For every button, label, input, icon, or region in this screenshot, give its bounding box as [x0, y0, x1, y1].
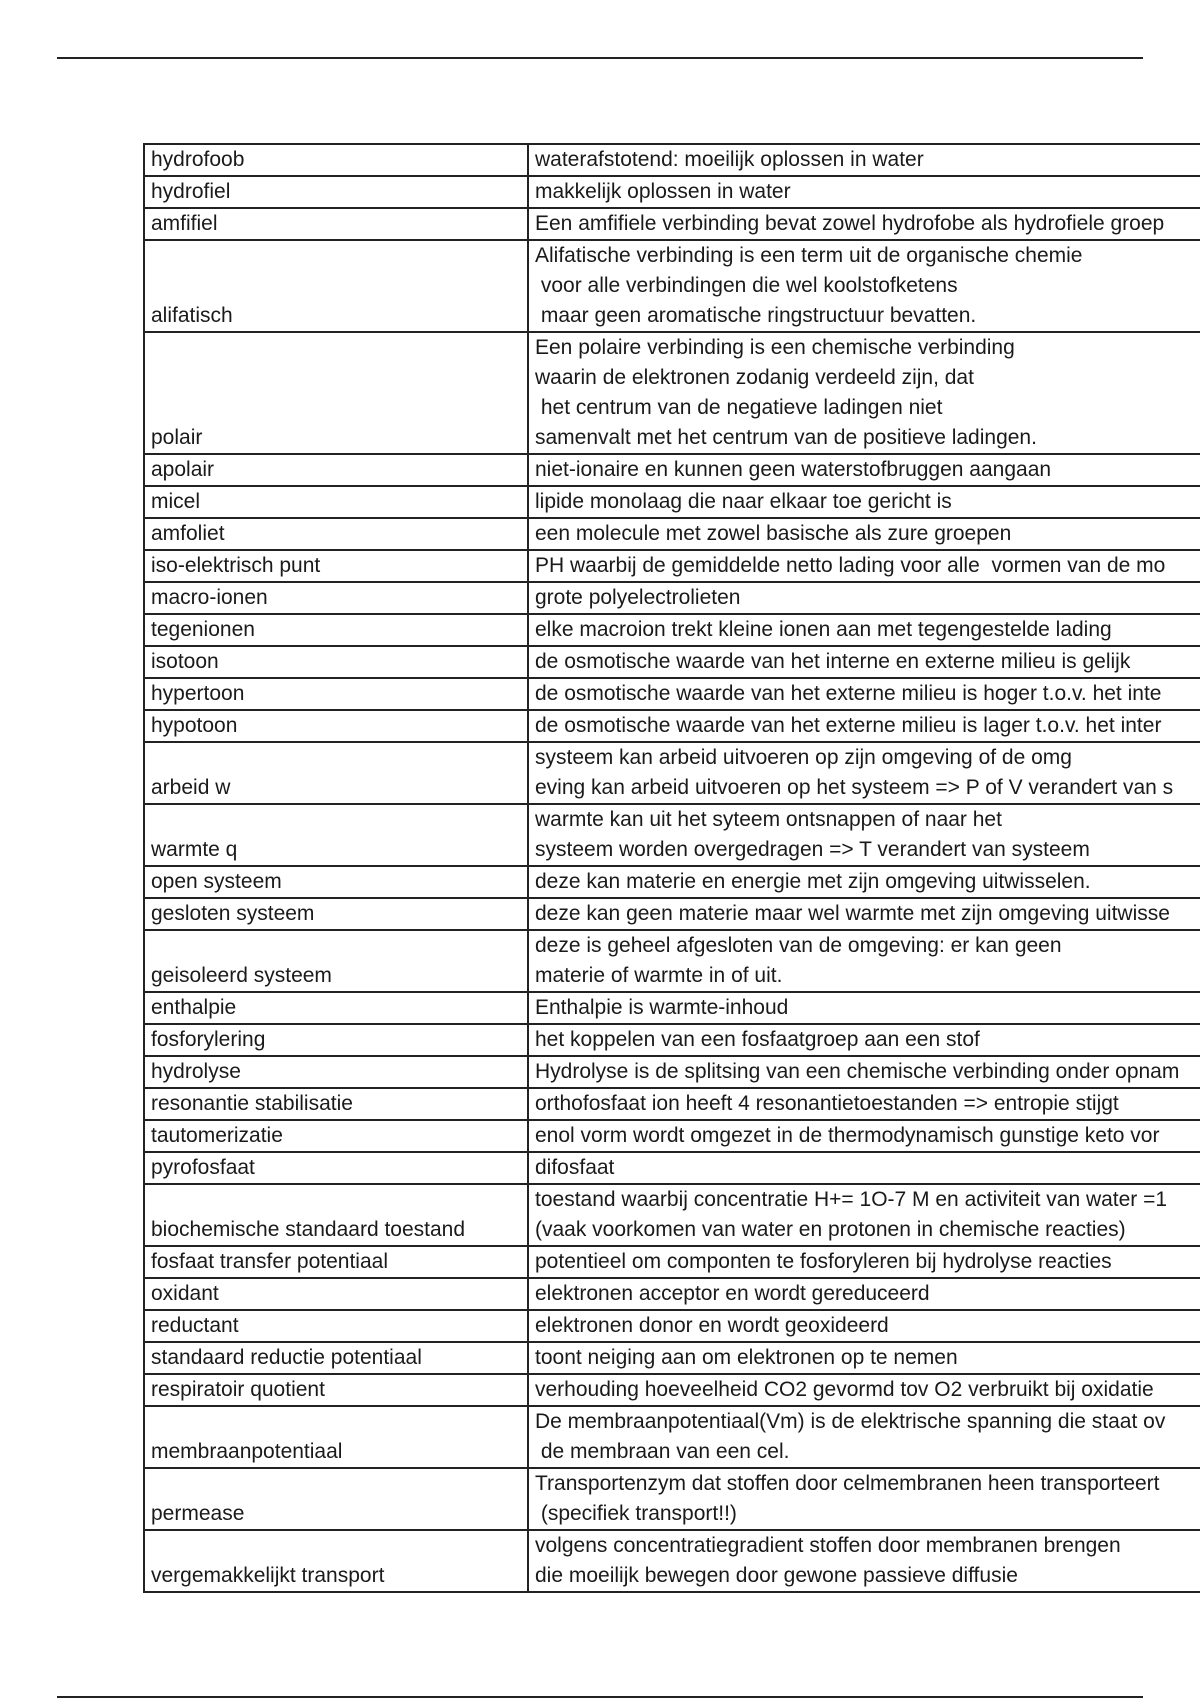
table-row: [144, 240, 1200, 332]
definition-cell: [528, 1120, 1200, 1152]
definition-line: grote polyelectrolieten: [535, 586, 741, 609]
definition-cell: [528, 710, 1200, 742]
definition-line: elektronen acceptor en wordt gereduceerd: [535, 1282, 930, 1305]
term-cell: hypertoon: [144, 678, 528, 710]
term-cell: tautomerizatie: [144, 1120, 528, 1152]
term-cell: arbeid w: [144, 742, 528, 804]
definition-line: het koppelen van een fosfaatgroep aan een stof: [535, 1028, 980, 1051]
table-row: [144, 1120, 1200, 1152]
term-cell: hydrofoob: [144, 144, 528, 176]
term-cell: amfoliet: [144, 518, 528, 550]
term-cell: biochemische standaard toestand: [144, 1184, 528, 1246]
table-row: [144, 742, 1200, 804]
definition-cell: [528, 176, 1200, 208]
footer-rule: [57, 1696, 1143, 1698]
definition-line: toont neiging aan om elektronen op te nemen: [535, 1346, 958, 1369]
table-row: [144, 930, 1200, 992]
term-cell: micel: [144, 486, 528, 518]
term-cell: fosforylering: [144, 1024, 528, 1056]
definition-cell: [528, 1152, 1200, 1184]
definition-cell: [528, 486, 1200, 518]
table-row: [144, 614, 1200, 646]
definition-line: (specifiek transport!!): [535, 1502, 737, 1525]
definition-line: toestand waarbij concentratie H+= 1O-7 M en activiteit van water =1: [535, 1188, 1168, 1211]
definition-cell: [528, 240, 1200, 332]
term-cell: isotoon: [144, 646, 528, 678]
definition-line: Enthalpie is warmte-inhoud: [535, 996, 789, 1019]
definition-cell: [528, 992, 1200, 1024]
definition-line: een molecule met zowel basische als zure groepen: [535, 522, 1012, 545]
term-cell: standaard reductie potentiaal: [144, 1342, 528, 1374]
definition-line: Transportenzym dat stoffen door celmembranen heen transporteert: [535, 1472, 1160, 1495]
definition-line: de osmotische waarde van het interne en externe milieu is gelijk: [535, 650, 1131, 673]
definition-cell: [528, 1310, 1200, 1342]
definition-line: systeem kan arbeid uitvoeren op zijn omgeving of de omg: [535, 746, 1072, 769]
definition-cell: [528, 866, 1200, 898]
term-cell: fosfaat transfer potentiaal: [144, 1246, 528, 1278]
term-cell: alifatisch: [144, 240, 528, 332]
term-cell: warmte q: [144, 804, 528, 866]
definition-line: (vaak voorkomen van water en protonen in chemische reacties): [535, 1218, 1126, 1241]
definition-cell: [528, 1278, 1200, 1310]
definition-cell: [528, 1530, 1200, 1592]
term-cell: permease: [144, 1468, 528, 1530]
definition-line: elke macroion trekt kleine ionen aan met tegengestelde lading: [535, 618, 1112, 641]
table-row: [144, 866, 1200, 898]
header-rule: [57, 57, 1143, 59]
table-row: [144, 678, 1200, 710]
definition-cell: [528, 804, 1200, 866]
table-row: [144, 486, 1200, 518]
table-row: [144, 646, 1200, 678]
definition-cell: [528, 518, 1200, 550]
term-cell: polair: [144, 332, 528, 454]
table-row: [144, 1056, 1200, 1088]
definition-line: systeem worden overgedragen => T verandert van systeem: [535, 838, 1090, 861]
table-row: [144, 518, 1200, 550]
definition-cell: [528, 1468, 1200, 1530]
table-row: [144, 1024, 1200, 1056]
term-cell: hydrolyse: [144, 1056, 528, 1088]
definition-cell: [528, 1246, 1200, 1278]
term-cell: membraanpotentiaal: [144, 1406, 528, 1468]
definition-line: niet-ionaire en kunnen geen waterstofbruggen aangaan: [535, 458, 1052, 481]
definition-cell: [528, 742, 1200, 804]
term-cell: geisoleerd systeem: [144, 930, 528, 992]
glossary-table-body: [144, 144, 1200, 1592]
definition-line: makkelijk oplossen in water: [535, 180, 791, 203]
definition-line: de membraan van een cel.: [535, 1440, 790, 1463]
definition-cell: [528, 454, 1200, 486]
definition-line: deze kan geen materie maar wel warmte met zijn omgeving uitwisse: [535, 902, 1170, 925]
table-row: [144, 332, 1200, 454]
term-cell: iso-elektrisch punt: [144, 550, 528, 582]
table-row: [144, 1246, 1200, 1278]
definition-line: samenvalt met het centrum van de positieve ladingen.: [535, 426, 1037, 449]
term-cell: resonantie stabilisatie: [144, 1088, 528, 1120]
definition-cell: [528, 332, 1200, 454]
definition-line: die moeilijk bewegen door gewone passieve diffusie: [535, 1564, 1018, 1587]
definition-cell: [528, 1184, 1200, 1246]
definition-cell: [528, 898, 1200, 930]
table-row: [144, 1088, 1200, 1120]
table-row: [144, 1310, 1200, 1342]
table-row: [144, 550, 1200, 582]
definition-cell: [528, 646, 1200, 678]
definition-cell: [528, 1088, 1200, 1120]
glossary-table-container: [143, 143, 1200, 1593]
term-cell: gesloten systeem: [144, 898, 528, 930]
table-row: [144, 1406, 1200, 1468]
term-cell: enthalpie: [144, 992, 528, 1024]
definition-line: materie of warmte in of uit.: [535, 964, 783, 987]
definition-cell: [528, 208, 1200, 240]
definition-line: difosfaat: [535, 1156, 615, 1179]
table-row: [144, 1530, 1200, 1592]
definition-line: eving kan arbeid uitvoeren op het systeem => P of V verandert van s: [535, 776, 1174, 799]
term-cell: amfifiel: [144, 208, 528, 240]
table-row: [144, 1278, 1200, 1310]
definition-cell: [528, 678, 1200, 710]
definition-line: verhouding hoeveelheid CO2 gevormd tov O2 verbruikt bij oxidatie: [535, 1378, 1154, 1401]
definition-cell: [528, 1406, 1200, 1468]
definition-line: Alifatische verbinding is een term uit de organische chemie: [535, 244, 1083, 267]
definition-line: het centrum van de negatieve ladingen niet: [535, 396, 943, 419]
definition-line: Hydrolyse is de splitsing van een chemische verbinding onder opnam: [535, 1060, 1180, 1083]
definition-cell: [528, 1056, 1200, 1088]
definition-line: PH waarbij de gemiddelde netto lading voor alle vormen van de mo: [535, 554, 1166, 577]
table-row: [144, 144, 1200, 176]
definition-line: de osmotische waarde van het externe milieu is lager t.o.v. het inter: [535, 714, 1162, 737]
table-row: [144, 208, 1200, 240]
definition-cell: [528, 550, 1200, 582]
definition-cell: [528, 1024, 1200, 1056]
definition-line: deze kan materie en energie met zijn omgeving uitwisselen.: [535, 870, 1091, 893]
term-cell: tegenionen: [144, 614, 528, 646]
term-cell: apolair: [144, 454, 528, 486]
table-row: [144, 804, 1200, 866]
table-row: [144, 1374, 1200, 1406]
term-cell: open systeem: [144, 866, 528, 898]
definition-cell: [528, 1342, 1200, 1374]
term-cell: oxidant: [144, 1278, 528, 1310]
table-row: [144, 454, 1200, 486]
table-row: [144, 992, 1200, 1024]
term-cell: vergemakkelijkt transport: [144, 1530, 528, 1592]
term-cell: macro-ionen: [144, 582, 528, 614]
glossary-table: [143, 143, 1200, 1593]
definition-cell: [528, 1374, 1200, 1406]
definition-line: waterafstotend: moeilijk oplossen in water: [535, 148, 924, 171]
term-cell: respiratoir quotient: [144, 1374, 528, 1406]
table-row: [144, 176, 1200, 208]
definition-line: maar geen aromatische ringstructuur bevatten.: [535, 304, 977, 327]
definition-line: volgens concentratiegradient stoffen door membranen brengen: [535, 1534, 1121, 1557]
term-cell: pyrofosfaat: [144, 1152, 528, 1184]
definition-line: voor alle verbindingen die wel koolstofketens: [535, 274, 958, 297]
definition-line: orthofosfaat ion heeft 4 resonantietoestanden => entropie stijgt: [535, 1092, 1119, 1115]
term-cell: hydrofiel: [144, 176, 528, 208]
definition-line: warmte kan uit het syteem ontsnappen of naar het: [535, 808, 1002, 831]
definition-cell: [528, 582, 1200, 614]
table-row: [144, 1342, 1200, 1374]
definition-cell: [528, 930, 1200, 992]
definition-line: de osmotische waarde van het externe milieu is hoger t.o.v. het inte: [535, 682, 1162, 705]
definition-cell: [528, 614, 1200, 646]
definition-line: enol vorm wordt omgezet in de thermodynamisch gunstige keto vor: [535, 1124, 1160, 1147]
term-cell: reductant: [144, 1310, 528, 1342]
definition-line: Een amfifiele verbinding bevat zowel hydrofobe als hydrofiele groep: [535, 212, 1165, 235]
definition-line: De membraanpotentiaal(Vm) is de elektrische spanning die staat ov: [535, 1410, 1166, 1433]
definition-line: elektronen donor en wordt geoxideerd: [535, 1314, 889, 1337]
definition-cell: [528, 144, 1200, 176]
table-row: [144, 898, 1200, 930]
table-row: [144, 1468, 1200, 1530]
table-row: [144, 1152, 1200, 1184]
definition-line: potentieel om componten te fosforyleren bij hydrolyse reacties: [535, 1250, 1112, 1273]
table-row: [144, 1184, 1200, 1246]
definition-line: Een polaire verbinding is een chemische verbinding: [535, 336, 1015, 359]
term-cell: hypotoon: [144, 710, 528, 742]
table-row: [144, 710, 1200, 742]
table-row: [144, 582, 1200, 614]
definition-line: waarin de elektronen zodanig verdeeld zijn, dat: [535, 366, 974, 389]
definition-line: lipide monolaag die naar elkaar toe gericht is: [535, 490, 952, 513]
definition-line: deze is geheel afgesloten van de omgeving: er kan geen: [535, 934, 1062, 957]
